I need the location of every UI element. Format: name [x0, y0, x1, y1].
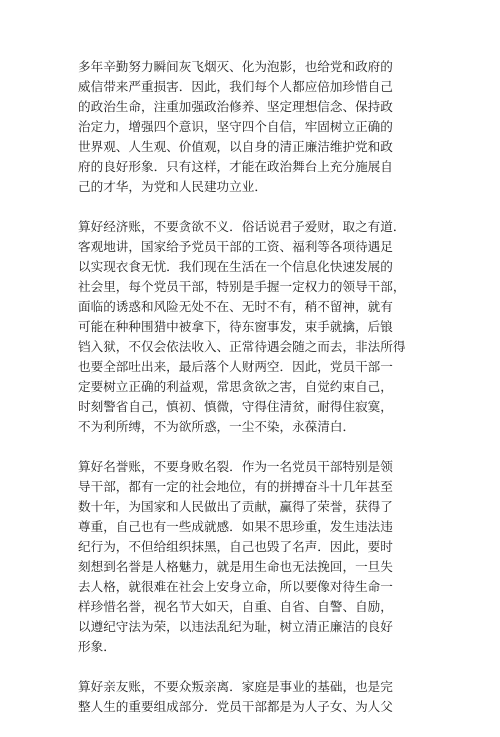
- paragraph-reputation-account: [78, 457, 423, 657]
- text-line: 导干部，都有一定的社会地位，有的拼搏奋斗十几年甚至: [78, 479, 393, 494]
- text-line: 定要树立正确的利益观，常思贪欲之害，自觉约束自己，: [78, 379, 393, 394]
- text-line: 时刻警省自己，慎初、慎微，守得住清贫，耐得住寂寞，: [78, 399, 393, 414]
- text-line: 形象．: [78, 639, 116, 654]
- text-line: 世界观、人生观、价值观，以自身的清正廉洁维护党和政: [78, 139, 393, 154]
- text-line: 数十年，为国家和人民做出了贡献，赢得了荣誉，获得了: [78, 499, 393, 514]
- text-line: 整人生的重要组成部分．党员干部都是为人子女、为人父: [78, 699, 393, 714]
- text-line: 威信带来严重损害．因此，我们每个人都应倍加珍惜自己: [78, 79, 393, 94]
- text-line: 可能在种种围猎中被拿下，待东窗事发，束手就擒，后锒: [78, 319, 393, 334]
- text-line: 治定力，增强四个意识，坚守四个自信，牢固树立正确的: [78, 119, 393, 134]
- text-line: 以实现衣食无忧．我们现在生活在一个信息化快速发展的: [78, 259, 393, 274]
- paragraph-political-life: [78, 57, 423, 197]
- text-line: 样珍惜名誉，视名节大如天，自重、自省、自警、自励，: [78, 599, 393, 614]
- text-line: 面临的诱惑和风险无处不在、无时不有，稍不留神，就有: [78, 299, 393, 314]
- text-line: 府的良好形象．只有这样，才能在政治舞台上充分施展自: [78, 159, 393, 174]
- text-line: 社会里，每个党员干部，特别是手握一定权力的领导干部，: [78, 279, 406, 294]
- text-line: 尊重，自己也有一些成就感．如果不思珍重，发生违法违: [78, 519, 393, 534]
- text-line: 去人格，就很难在社会上安身立命，所以要像对待生命一: [78, 579, 393, 594]
- text-line: 纪行为，不但给组织抹黑，自己也毁了名声．因此，要时: [78, 539, 393, 554]
- text-line: 铛入狱，不仅会依法收入、正常待遇会随之而去，非法所得: [78, 339, 406, 354]
- text-line: 多年辛勤努力瞬间灰飞烟灭、化为泡影，也给党和政府的: [78, 59, 393, 74]
- text-line: 也要全部吐出来，最后落个人财两空．因此，党员干部一: [78, 359, 393, 374]
- text-line: 算好亲友账，不要众叛亲离．家庭是事业的基础，也是完: [78, 679, 393, 694]
- text-line: 己的才华，为党和人民建功立业．: [78, 179, 267, 194]
- paragraph-economic-account: [78, 217, 423, 437]
- text-line: 客观地讲，国家给予党员干部的工资、福利等各项待遇足: [78, 239, 393, 254]
- text-line: 算好经济账，不要贪欲不义．俗话说君子爱财，取之有道．: [78, 219, 406, 234]
- text-line: 不为利所缚，不为欲所惑，一尘不染，永葆清白．: [78, 419, 356, 434]
- text-line: 刻想到名誉是人格魅力，就是用生命也无法挽回，一旦失: [78, 559, 393, 574]
- text-line: 以遵纪守法为荣，以违法乱纪为耻，树立清正廉洁的良好: [78, 619, 393, 634]
- text-line: 的政治生命，注重加强政治修养、坚定理想信念、保持政: [78, 99, 393, 114]
- text-line: 算好名誉账，不要身败名裂．作为一名党员干部特别是领: [78, 459, 393, 474]
- paragraph-family-account: [78, 677, 423, 717]
- document-body: [78, 57, 423, 737]
